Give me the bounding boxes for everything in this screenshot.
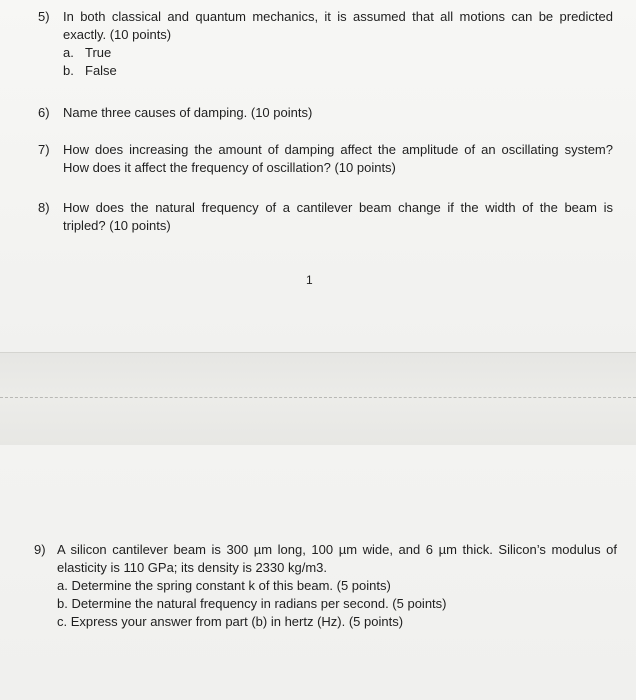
question-number: 8) <box>38 200 50 215</box>
question-number: 9) <box>34 542 46 557</box>
question-text-line: exactly. (10 points) <box>63 27 172 42</box>
question-number: 7) <box>38 142 50 157</box>
option-a: a. True <box>63 45 112 60</box>
option-b: b. False <box>63 63 117 78</box>
question-part-a: a. Determine the spring constant k of this beam. (5 points) <box>57 578 391 593</box>
question-number: 5) <box>38 9 50 24</box>
question-text-line: In both classical and quantum mechanics, it is assumed that all motions can be predicted <box>63 9 613 24</box>
question-text-line: elasticity is 110 GPa; its density is 2330 kg/m3. <box>57 560 327 575</box>
question-text-line: A silicon cantilever beam is 300 µm long, 100 µm wide, and 6 µm thick. Silicon’s modulus of <box>57 542 617 557</box>
question-text-line: How does it affect the frequency of oscillation? (10 points) <box>63 160 396 175</box>
question-part-c: c. Express your answer from part (b) in hertz (Hz). (5 points) <box>57 614 404 629</box>
page-gap <box>0 352 636 446</box>
question-text-line: How does increasing the amount of damping affect the amplitude of an oscillating system? <box>63 142 613 157</box>
question-part-b: b. Determine the natural frequency in radians per second. (5 points) <box>57 596 447 611</box>
question-text-line: Name three causes of damping. (10 points) <box>63 105 313 120</box>
question-text-line: tripled? (10 points) <box>63 218 171 233</box>
page-break-dashed-line <box>0 397 636 398</box>
question-text-line: How does the natural frequency of a cantilever beam change if the width of the beam is <box>63 200 613 215</box>
page-number: 1 <box>306 273 313 287</box>
question-number: 6) <box>38 105 50 120</box>
